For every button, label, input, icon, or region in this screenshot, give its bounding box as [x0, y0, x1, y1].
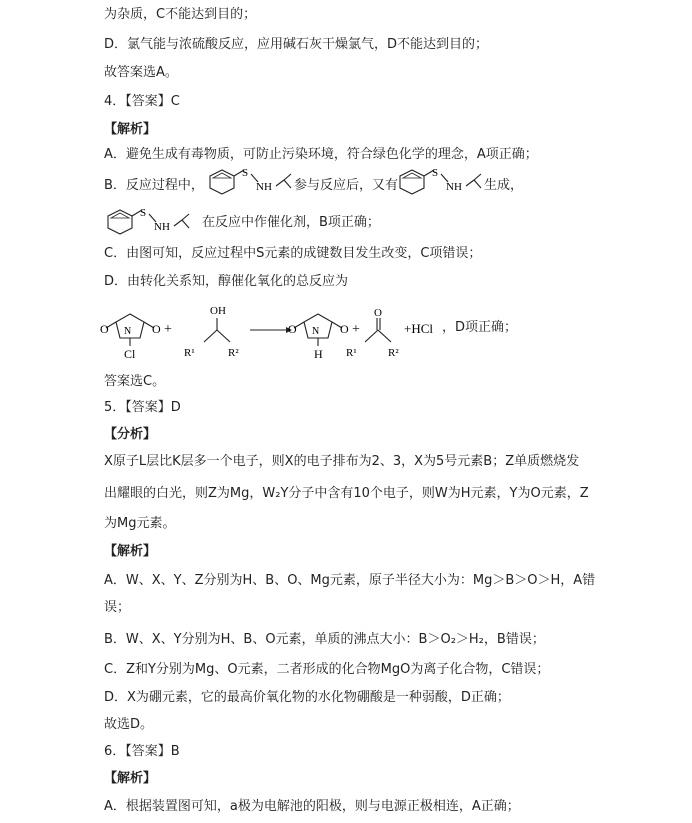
text-fragment: B．反应过程中， [104, 178, 204, 193]
text-line: C．Z和Y分别为Mg、O元素，二者形成的化合物MgO为离子化合物，C错误； [104, 662, 550, 677]
oxygen-label: O [288, 322, 297, 336]
plus-sign: + [164, 322, 172, 337]
thioamine-structure [386, 166, 482, 200]
hcl-label: +HCl [404, 321, 434, 336]
r2-label: R² [228, 347, 239, 359]
section-label: 【解析】 [104, 544, 157, 559]
text-line: 为杂质，C不能达到目的； [104, 7, 257, 22]
text-line: A．根据装置图可知，a极为电解池的阳极，则与电源正极相连，A正确； [104, 799, 520, 814]
plus-sign: + [352, 322, 360, 337]
text-line: A．避免生成有毒物质，可防止污染环境，符合绿色化学的理念，A项正确； [104, 147, 538, 162]
answer-heading: 4．【答案】C [104, 94, 180, 109]
text-line: D．氯气能与浓硫酸反应，应用碱石灰干燥氯气，D不能达到目的； [104, 37, 489, 52]
nitrogen-label: N [124, 326, 132, 337]
thioamine-structure [196, 166, 292, 200]
nitrogen-label: N [312, 326, 320, 337]
thioamine-structure [100, 204, 200, 238]
text-fragment: 生成， [484, 178, 524, 193]
text-line: 误； [104, 600, 131, 615]
section-label: 【解析】 [104, 122, 157, 137]
r1-label: R¹ [184, 347, 195, 359]
text-line: 故答案选A。 [104, 65, 178, 80]
oxygen-label: O [100, 322, 109, 336]
sulfur-label: S [432, 167, 439, 179]
text-line: C．由图可知，反应过程中S元素的成键数目发生改变，C项错误； [104, 246, 482, 261]
text-line: B．W、X、Y分别为H、B、O元素，单质的沸点大小：B＞O₂＞H₂，B错误； [104, 632, 545, 647]
oxygen-label: O [152, 322, 161, 336]
section-label: 【解析】 [104, 771, 157, 786]
text-line: 为Mg元素。 [104, 516, 176, 531]
text-line: D．X为硼元素，它的最高价氧化物的水化物硼酸是一种弱酸，D正确； [104, 690, 510, 705]
text-line: D．由转化关系知，醇催化氧化的总反应为 [104, 274, 349, 289]
text-line: A．W、X、Y、Z分别为H、B、O、Mg元素，原子半径大小为：Mg＞B＞O＞H，A错 [104, 573, 596, 588]
nh-label: NH [256, 181, 272, 193]
hydroxyl-label: OH [210, 305, 226, 317]
sulfur-label: S [242, 167, 249, 179]
text-fragment: 参与反应后，又有 [294, 178, 399, 193]
text-line: 故选D。 [104, 717, 154, 732]
text-line: X原子L层比K层多一个电子，则X的电子排布为2、3，X为5号元素B；Z单质燃烧发 [104, 454, 580, 469]
chlorine-label: Cl [124, 347, 136, 361]
r1-label: R¹ [346, 347, 357, 359]
answer-heading: 6．【答案】B [104, 744, 180, 759]
carbonyl-oxygen-label: O [374, 307, 382, 319]
text-fragment: ，D项正确； [442, 320, 518, 335]
answer-heading: 5．【答案】D [104, 400, 181, 415]
r2-label: R² [388, 347, 399, 359]
oxygen-label: O [340, 322, 349, 336]
text-line: 答案选C。 [104, 374, 166, 389]
text-fragment: 在反应中作催化剂，B项正确； [202, 215, 380, 230]
section-label: 【分析】 [104, 427, 157, 442]
nh-label: NH [446, 181, 462, 193]
text-line: 出耀眼的白光，则Z为Mg，W₂Y分子中含有10个电子，则W为H元素，Y为O元素，Z [104, 486, 589, 501]
nh-label: NH [154, 221, 170, 233]
hydrogen-label: H [314, 347, 323, 361]
sulfur-label: S [140, 207, 147, 219]
